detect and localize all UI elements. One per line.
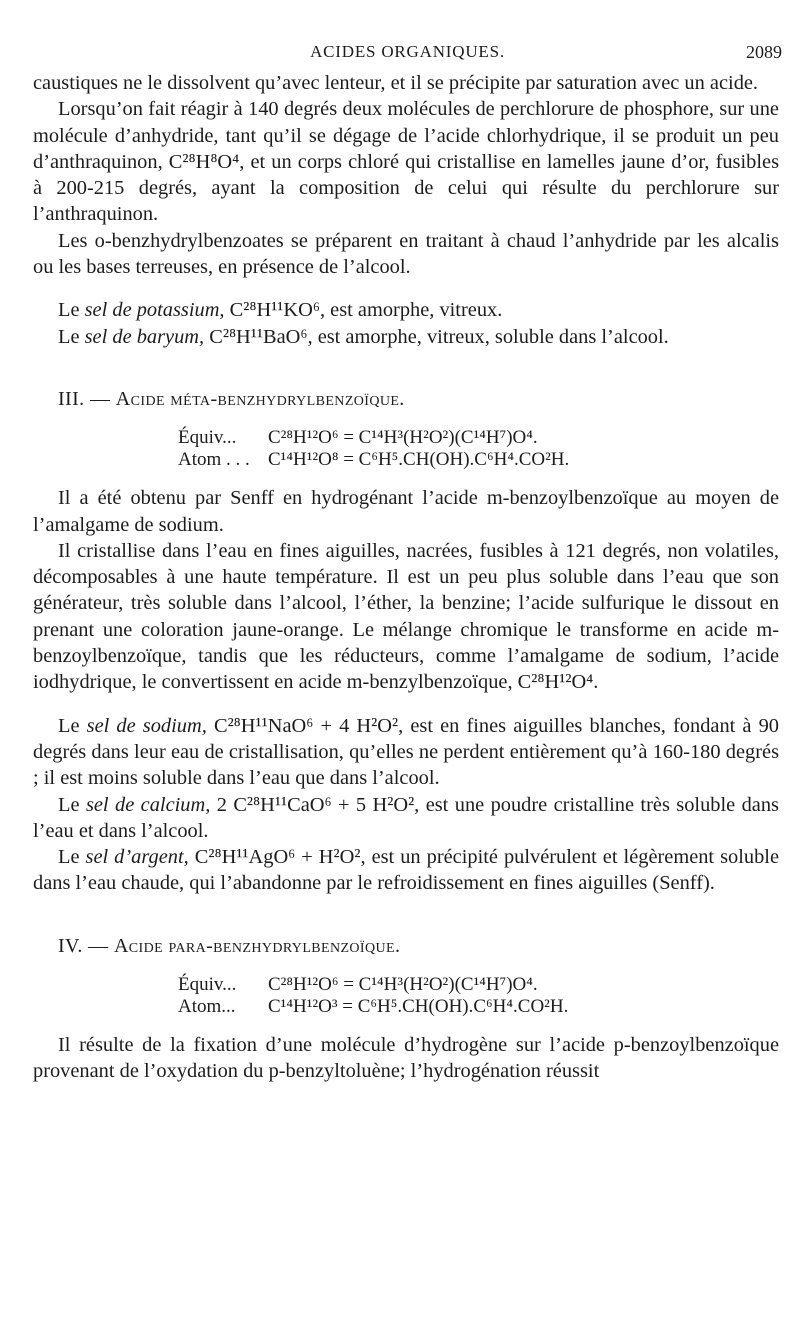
salt-paragraph: Le sel de sodium, C²⁸H¹¹NaO⁶ + 4 H²O², est en fines aiguilles blanches, fondant à 90 degrés dans leur eau de cristallisation, qu’elles ne perdent entièrement qu’à 160-180 degrés ; il est moins soluble dans l’eau que dans l’alcool.: [33, 714, 780, 790]
salt-name: sel d’argent,: [85, 846, 189, 869]
paragraph: caustiques ne le dissolvent qu’avec lenteur, et il se précipite par saturation avec un acide.: [33, 72, 759, 94]
running-title: ACIDES ORGANIQUES.: [310, 42, 505, 61]
salt-paragraph: Le sel de potassium, C²⁸H¹¹KO⁶, est amorphe, vitreux.: [58, 299, 503, 322]
salt-name: sel de potassium,: [84, 299, 225, 322]
page-body: [33, 70, 779, 1085]
formula-atom: Atom . . . C¹⁴H¹²O⁸ = C⁶H⁵.CH(OH).C⁶H⁴.CO²H.: [178, 449, 570, 471]
salt-paragraph: Le sel de calcium, 2 C²⁸H¹¹CaO⁶ + 5 H²O², est une poudre cristalline très soluble dans l’eau et dans l’alcool.: [33, 793, 779, 842]
salt-name: sel de baryum,: [84, 325, 205, 348]
section-heading: III. — Acide méta-benzhydrylbenzoïque.: [58, 387, 405, 410]
formula-block: [178, 427, 779, 471]
salt-paragraph: Le sel d’argent, C²⁸H¹¹AgO⁶ + H²O², est un précipité pulvérulent et légèrement soluble dans l’eau chaude, qui l’abandonne par le refroidissement en fines aiguilles (Senff).: [33, 846, 780, 895]
formula-block: [178, 974, 779, 1018]
paragraph: Il a été obtenu par Senff en hydrogénant l’acide m-benzoylbenzoïque au moyen de l’amalgame de sodium.: [33, 487, 779, 536]
running-header: [33, 42, 782, 68]
paragraph: Il cristallise dans l’eau en fines aiguilles, nacrées, fusibles à 121 degrés, non volatiles, décomposables à une haute température. Il est un peu plus soluble dans l’eau que son générateur, très soluble dans l’alcool, l’éther, la benzine; l’acide sulfurique le dissout en prenant une coloration jaune-orange. Le mélange chromique le transforme en acide m-benzoylbenzoïque, tandis que les réducteurs, comme l’amalgame de sodium, l’acide iodhydrique, le convertissent en acide m-benzylbenzoïque, C²⁸H¹²O⁴.: [33, 539, 779, 694]
salt-name: sel de sodium,: [86, 714, 207, 737]
paragraph: Les o-benzhydrylbenzoates se préparent en traitant à chaud l’anhydride par les alcalis ou les bases terreuses, en présence de l’alcool.: [33, 229, 779, 279]
paragraph: Lorsqu’on fait réagir à 140 degrés deux molécules de perchlorure de phosphore, sur une molécule d’anhydride, tant qu’il se dégage de l’acide chlorhydrique, il se produit un peu d’anthraquinon, C²⁸H⁸O⁴, et un corps chloré qui cristallise en lamelles jaune d’or, fusibles à 200-215 degrés, ayant la composition de celui qui résulte du perchlorure sur l’anthraquinon.: [33, 98, 779, 226]
salt-paragraph: Le sel de baryum, C²⁸H¹¹BaO⁶, est amorphe, vitreux, soluble dans l’alcool.: [58, 325, 669, 348]
formula-atom: Atom... C¹⁴H¹²O³ = C⁶H⁵.CH(OH).C⁶H⁴.CO²H.: [178, 996, 569, 1018]
paragraph: Il résulte de la fixation d’une molécule d’hydrogène sur l’acide p-benzoylbenzoïque provenant de l’oxydation du p-benzyltoluène; l’hydrogénation réussit: [33, 1034, 779, 1083]
section-heading: IV. — Acide para-benzhydrylbenzoïque.: [58, 934, 401, 957]
formula-equiv: Équiv... C²⁸H¹²O⁶ = C¹⁴H³(H²O²)(C¹⁴H⁷)O⁴.: [178, 427, 538, 449]
page-number: 2089: [746, 42, 782, 62]
salt-name: sel de calcium,: [85, 793, 211, 816]
formula-equiv: Équiv... C²⁸H¹²O⁶ = C¹⁴H³(H²O²)(C¹⁴H⁷)O⁴.: [178, 974, 538, 996]
